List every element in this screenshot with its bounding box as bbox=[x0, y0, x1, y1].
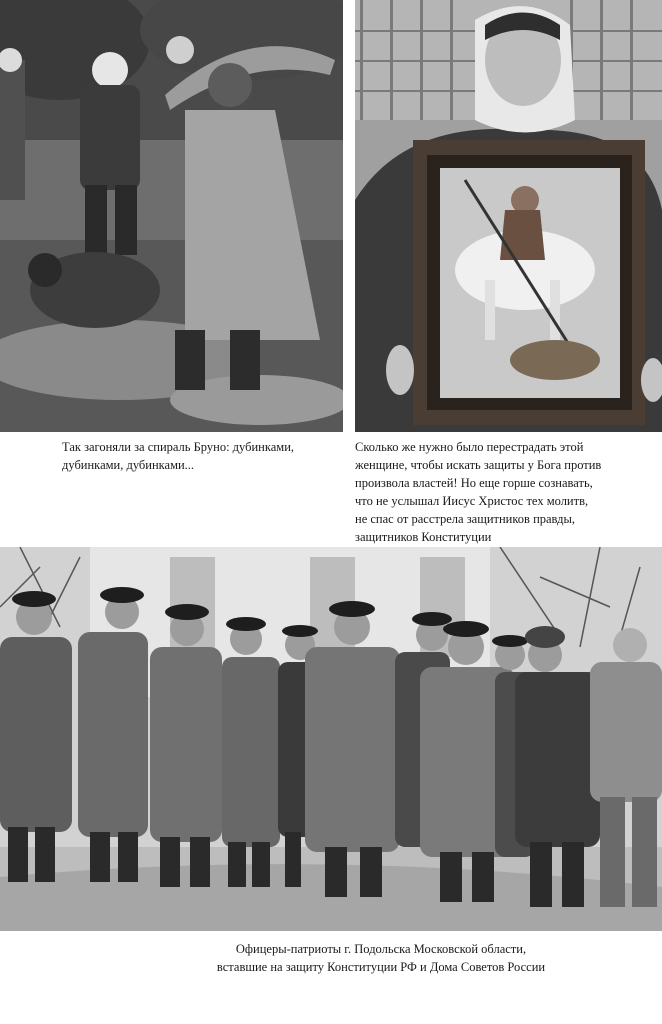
caption-line: защитников Конституции bbox=[355, 530, 492, 544]
caption-line: что не услышал Иисус Христос тех молитв, bbox=[355, 494, 589, 508]
photo-officers-group-image bbox=[0, 547, 662, 931]
caption-line: женщине, чтобы искать защиты у Бога против bbox=[355, 458, 602, 472]
caption-line: произвола властей! Но еще горше сознавать, bbox=[355, 476, 593, 490]
caption-line: вставшие на защиту Конституции РФ и Дома Советов России bbox=[216, 960, 546, 974]
caption-woman-with-icon bbox=[355, 438, 655, 546]
caption-officers-group bbox=[0, 940, 662, 976]
photo-police-beating bbox=[0, 0, 343, 432]
photo-woman-with-icon-image bbox=[355, 0, 662, 432]
photo-woman-with-icon bbox=[355, 0, 662, 432]
caption-line: Офицеры-патриоты г. Подольска Московской области, bbox=[235, 942, 527, 956]
photo-police-beating-image bbox=[0, 0, 343, 432]
caption-line: не спас от расстрела защитников правды, bbox=[355, 512, 576, 526]
caption-line: Сколько же нужно было перестрадать этой bbox=[355, 440, 584, 454]
photo-officers-group bbox=[0, 547, 662, 931]
caption-police-beating bbox=[62, 438, 342, 474]
caption-line: Так загоняли за спираль Бруно: дубинками, bbox=[62, 440, 295, 454]
caption-line: дубинками, дубинками... bbox=[62, 458, 195, 472]
